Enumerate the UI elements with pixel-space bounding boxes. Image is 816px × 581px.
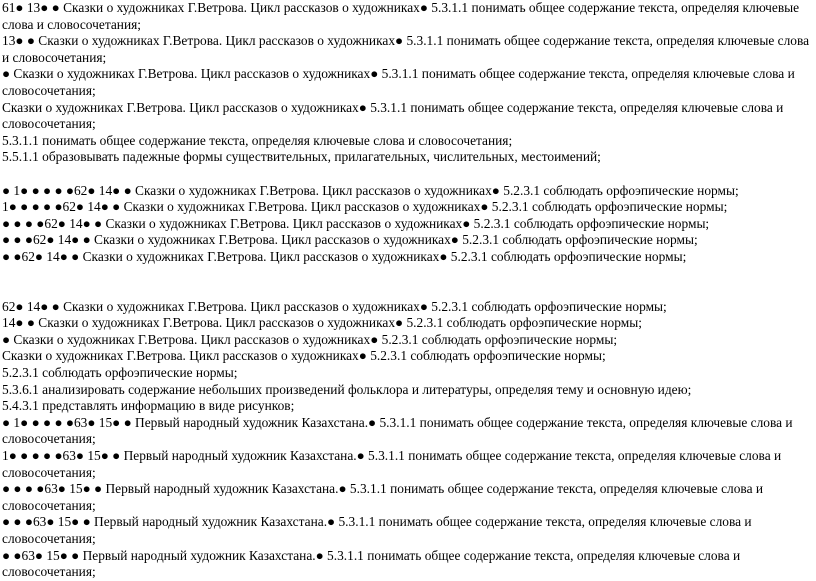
text-line: ● 1● ● ● ● ●62● 14● ● Сказки о художниках Г.Ветрова. Цикл рассказов о художниках● 5.2.3.1 соблюдать орфоэпические нормы; xyxy=(2,182,739,198)
text-line: 5.4.3.1 представлять информацию в виде рисунков; xyxy=(2,398,295,414)
text-line: ● ● ● ●62● 14● ● Сказки о художниках Г.Ветрова. Цикл рассказов о художниках● 5.2.3.1 соблюдать орфоэпические нормы; xyxy=(2,215,710,231)
document-body xyxy=(2,0,810,581)
text-line: 1● ● ● ● ●63● 15● ● Первый народный художник Казахстана.● 5.3.1.1 понимать общее содержание текста, определяя ключевые слова и словосочетания; xyxy=(2,448,782,480)
text-line: 5.3.1.1 понимать общее содержание текста, определяя ключевые слова и словосочетания; xyxy=(2,132,513,148)
text-line: ● 1● ● ● ● ●63● 15● ● Первый народный художник Казахстана.● 5.3.1.1 понимать общее содержание текста, определяя ключевые слова и словосочетания; xyxy=(2,414,793,447)
text-line: ● ●63● 15● ● Первый народный художник Казахстана.● 5.3.1.1 понимать общее содержание текста, определяя ключевые слова и словосочетания; xyxy=(2,547,741,580)
text-line: ● ●62● 14● ● Сказки о художниках Г.Ветрова. Цикл рассказов о художниках● 5.2.3.1 соблюдать орфоэпические нормы; xyxy=(2,248,687,264)
text-line: 5.5.1.1 образовывать падежные формы существительных, прилагательных, числительных, местоимений; xyxy=(2,149,601,165)
blank-line xyxy=(2,266,810,283)
text-line: 13● ● Сказки о художниках Г.Ветрова. Цикл рассказов о художниках● 5.3.1.1 понимать общее содержание текста, определяя ключевые слова и словосочетания; xyxy=(2,33,810,65)
text-line: ● Сказки о художниках Г.Ветрова. Цикл рассказов о художниках● 5.3.1.1 понимать общее содержание текста, определяя ключевые слова и словосочетания; xyxy=(2,66,795,98)
blank-line xyxy=(2,282,810,299)
text-line: ● ● ●63● 15● ● Первый народный художник Казахстана.● 5.3.1.1 понимать общее содержание текста, определяя ключевые слова и словосочетания; xyxy=(2,514,752,546)
text-line: ● Сказки о художниках Г.Ветрова. Цикл рассказов о художниках● 5.2.3.1 соблюдать орфоэпические нормы; xyxy=(2,331,618,347)
text-line: 62● 14● ● Сказки о художниках Г.Ветрова. Цикл рассказов о художниках● 5.2.3.1 соблюдать орфоэпические нормы; xyxy=(2,298,667,314)
text-line: 5.2.3.1 соблюдать орфоэпические нормы; xyxy=(2,365,238,381)
blank-line xyxy=(2,166,810,183)
text-line: Сказки о художниках Г.Ветрова. Цикл рассказов о художниках● 5.2.3.1 соблюдать орфоэпические нормы; xyxy=(2,348,606,364)
text-line: ● ● ● ●63● 15● ● Первый народный художник Казахстана.● 5.3.1.1 понимать общее содержание текста, определяя ключевые слова и словосочетания; xyxy=(2,481,764,513)
text-line: 14● ● Сказки о художниках Г.Ветрова. Цикл рассказов о художниках● 5.2.3.1 соблюдать орфоэпические нормы; xyxy=(2,315,642,331)
text-line: 1● ● ● ● ●62● 14● ● Сказки о художниках Г.Ветрова. Цикл рассказов о художниках● 5.2.3.1 соблюдать орфоэпические нормы; xyxy=(2,199,728,215)
text-line: 61● 13● ● Сказки о художниках Г.Ветрова. Цикл рассказов о художниках● 5.3.1.1 понимать общее содержание текста, определяя ключевые слова и словосочетания; xyxy=(2,0,800,32)
text-line: 5.3.6.1 анализировать содержание небольших произведений фольклора и литературы, определяя тему и основную идею; xyxy=(2,381,692,397)
text-line: ● ● ●62● 14● ● Сказки о художниках Г.Ветрова. Цикл рассказов о художниках● 5.2.3.1 соблюдать орфоэпические нормы; xyxy=(2,232,698,248)
text-line: Сказки о художниках Г.Ветрова. Цикл рассказов о художниках● 5.3.1.1 понимать общее содержание текста, определяя ключевые слова и словосочетания; xyxy=(2,99,784,132)
